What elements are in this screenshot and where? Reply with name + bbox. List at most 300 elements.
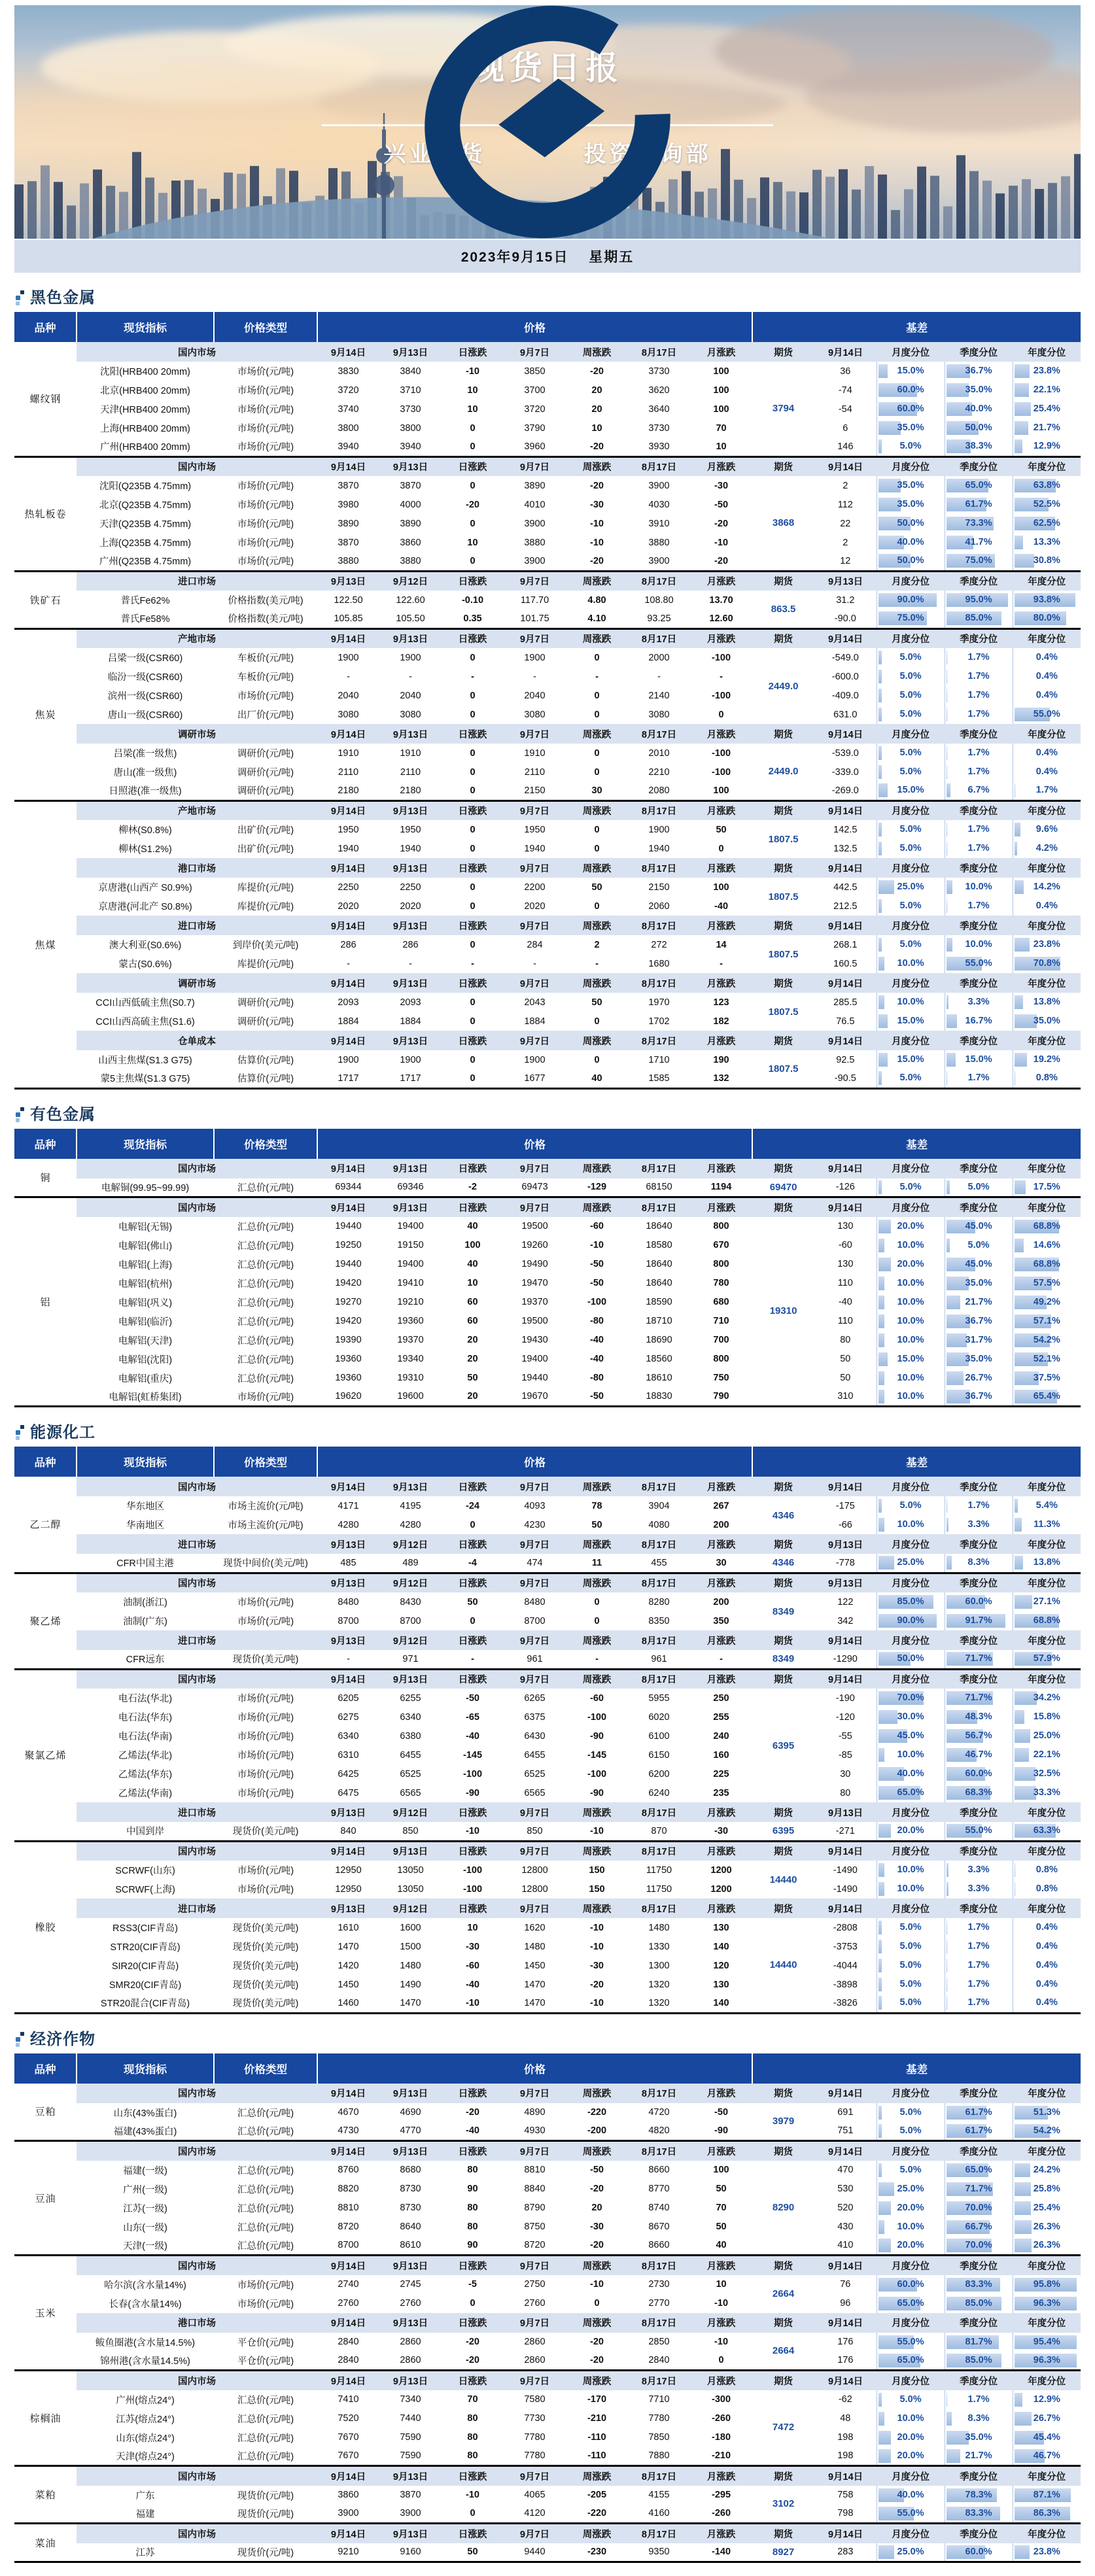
percentile-cell bbox=[945, 744, 1013, 763]
percentile-value: 20.0% bbox=[878, 1220, 943, 1233]
indicator-cell: 电解铝(佛山) bbox=[77, 1236, 214, 1255]
percentile-cell bbox=[945, 400, 1013, 419]
percentile-databar bbox=[1015, 1518, 1080, 1532]
percentile-databar bbox=[947, 1595, 1011, 1609]
price-cell: 7590 bbox=[379, 2447, 442, 2466]
price-type-cell: 汇总价(元/吨) bbox=[214, 2409, 317, 2428]
percentile-cell bbox=[877, 533, 945, 552]
percentile-value: 4.2% bbox=[1015, 842, 1080, 855]
basis-cell: -90.0 bbox=[814, 610, 877, 628]
percentile-cell bbox=[877, 2352, 945, 2371]
indicator-cell: 电解铝(重庆) bbox=[77, 1369, 214, 1388]
price-cell: 19470 bbox=[504, 1274, 566, 1293]
percentile-cell bbox=[945, 1012, 1013, 1031]
price-type-cell: 现货价(美元/吨) bbox=[214, 1937, 317, 1956]
futures-cell: 7472 bbox=[752, 2390, 814, 2466]
price-type-cell: 市场价(元/吨) bbox=[214, 1880, 317, 1898]
section-title bbox=[14, 282, 1081, 312]
price-cell: 1900 bbox=[379, 1050, 442, 1069]
percentile-value: 5.0% bbox=[947, 1239, 1011, 1252]
market-subheader-row bbox=[14, 628, 1081, 648]
percentile-value: 5.0% bbox=[878, 439, 943, 453]
basis-cell: 96 bbox=[814, 2294, 877, 2313]
market-label: 国内市场 bbox=[77, 2524, 317, 2543]
indicator-cell: 江苏(熔点24°) bbox=[77, 2409, 214, 2428]
change-cell: 40 bbox=[566, 1069, 628, 1088]
price-cell: 19440 bbox=[317, 1255, 379, 1274]
price-cell: 2730 bbox=[628, 2275, 690, 2294]
percentile-databar bbox=[947, 765, 1011, 779]
percentile-cell bbox=[877, 820, 945, 839]
basis-cell: 22 bbox=[814, 514, 877, 533]
icon-square bbox=[20, 290, 24, 294]
change-cell: 670 bbox=[690, 1236, 752, 1255]
percentile-databar bbox=[878, 1518, 943, 1532]
price-cell: 8720 bbox=[317, 2218, 379, 2237]
percentile-cell bbox=[877, 1069, 945, 1088]
market-subheader-row bbox=[14, 2256, 1081, 2275]
percentile-cell bbox=[877, 2505, 945, 2524]
price-cell: - bbox=[379, 954, 442, 973]
percentile-value: 66.7% bbox=[947, 2220, 1011, 2234]
percentile-value: 5.0% bbox=[878, 708, 943, 721]
percentile-header-cell: 月度分位 bbox=[877, 571, 945, 591]
futures-cell: 8927 bbox=[752, 2543, 814, 2562]
price-type-cell: 调研价(元/吨) bbox=[214, 1012, 317, 1031]
percentile-header-cell: 季度分位 bbox=[945, 2313, 1013, 2333]
basis-cell: 198 bbox=[814, 2447, 877, 2466]
table-row bbox=[14, 2333, 1081, 2352]
price-cell: 2020 bbox=[379, 897, 442, 916]
price-cell: 8750 bbox=[504, 2218, 566, 2237]
percentile-cell bbox=[877, 1994, 945, 2013]
price-cell: 12950 bbox=[317, 1880, 379, 1898]
futures-header-cell: 期货 bbox=[752, 1573, 814, 1592]
percentile-databar bbox=[1015, 938, 1080, 952]
price-type-cell: 市场价(元/吨) bbox=[214, 686, 317, 705]
market-label: 调研市场 bbox=[77, 973, 317, 993]
table-row bbox=[14, 878, 1081, 897]
indicator-cell: 普氏Fe58% bbox=[77, 610, 214, 628]
indicator-cell: 天津(Q235B 4.75mm) bbox=[77, 514, 214, 533]
percentile-databar bbox=[947, 1518, 1011, 1532]
percentile-databar bbox=[947, 2106, 1011, 2120]
indicator-cell: CFR中国主港 bbox=[77, 1554, 214, 1573]
futures-cell: 8290 bbox=[752, 2161, 814, 2256]
basis-cell: 160.5 bbox=[814, 954, 877, 973]
basis-cell: -190 bbox=[814, 1689, 877, 1708]
percentile-header-cell: 季度分位 bbox=[945, 1802, 1013, 1822]
price-cell: 18590 bbox=[628, 1293, 690, 1312]
percentile-databar bbox=[1015, 1071, 1080, 1085]
date-header-cell: 日涨跌 bbox=[442, 916, 504, 935]
change-cell: 1194 bbox=[690, 1178, 752, 1197]
percentile-databar bbox=[947, 1352, 1011, 1366]
percentile-databar bbox=[1015, 2278, 1080, 2292]
percentile-databar bbox=[947, 1258, 1011, 1271]
date-header-cell: 月涨跌 bbox=[690, 973, 752, 993]
futures-header-cell: 期货 bbox=[752, 858, 814, 878]
percentile-header-cell: 月度分位 bbox=[877, 724, 945, 744]
date-header-cell: 月涨跌 bbox=[690, 456, 752, 476]
price-cell: 18640 bbox=[628, 1255, 690, 1274]
percentile-cell bbox=[1013, 1726, 1081, 1745]
percentile-value: 19.2% bbox=[1015, 1053, 1080, 1067]
percentile-value: 96.3% bbox=[1015, 2297, 1080, 2310]
change-cell: 0 bbox=[442, 935, 504, 954]
col-head-price-type: 价格类型 bbox=[214, 1129, 317, 1159]
date-header-cell: 9月13日 bbox=[379, 1477, 442, 1496]
percentile-value: 35.0% bbox=[947, 1277, 1011, 1290]
date-header-cell: 月涨跌 bbox=[690, 1573, 752, 1592]
price-cell: 1600 bbox=[379, 1918, 442, 1937]
change-cell: -80 bbox=[566, 1312, 628, 1331]
date-header-cell: 月涨跌 bbox=[690, 1841, 752, 1861]
percentile-value: 85.0% bbox=[947, 2297, 1011, 2310]
percentile-databar bbox=[878, 1614, 943, 1628]
price-type-cell: 调研价(元/吨) bbox=[214, 744, 317, 763]
market-subheader-row bbox=[14, 1841, 1081, 1861]
report-date: 2023年9月15日 星期五 bbox=[14, 240, 1081, 273]
percentile-header-cell: 季度分位 bbox=[945, 724, 1013, 744]
change-cell: 0 bbox=[442, 781, 504, 800]
percentile-cell bbox=[1013, 1388, 1081, 1407]
date-header-cell: 日涨跌 bbox=[442, 1159, 504, 1178]
price-type-cell: 价格指数(美元/吨) bbox=[214, 591, 317, 610]
icon-square bbox=[16, 1436, 20, 1440]
indicator-cell: 电解铝(天津) bbox=[77, 1331, 214, 1350]
percentile-header-cell: 年度分位 bbox=[1013, 456, 1081, 476]
change-cell: -40 bbox=[442, 1975, 504, 1994]
price-type-cell: 市场价(元/吨) bbox=[214, 1726, 317, 1745]
change-cell: 10 bbox=[442, 400, 504, 419]
price-cell: 8700 bbox=[504, 1611, 566, 1630]
percentile-databar bbox=[947, 1710, 1011, 1724]
price-cell: 2180 bbox=[317, 781, 379, 800]
date-header-cell: 周涨跌 bbox=[566, 1802, 628, 1822]
change-cell: 10 bbox=[690, 438, 752, 456]
percentile-cell bbox=[877, 1611, 945, 1630]
table-row bbox=[14, 1975, 1081, 1994]
percentile-cell bbox=[877, 686, 945, 705]
percentile-cell bbox=[877, 1708, 945, 1726]
price-cell: 4120 bbox=[504, 2505, 566, 2524]
percentile-databar bbox=[947, 1180, 1011, 1194]
date-header-cell: 9月14日 bbox=[317, 2084, 379, 2103]
basis-cell: 268.1 bbox=[814, 935, 877, 954]
price-cell: 1470 bbox=[379, 1994, 442, 2013]
price-cell: 8660 bbox=[628, 2161, 690, 2180]
percentile-value: 60.0% bbox=[947, 1767, 1011, 1781]
price-cell: 2840 bbox=[628, 2352, 690, 2371]
percentile-databar bbox=[1015, 439, 1080, 453]
percentile-value: 5.0% bbox=[878, 2393, 943, 2407]
percentile-value: 0.8% bbox=[1015, 1071, 1080, 1085]
date-header-cell: 周涨跌 bbox=[566, 858, 628, 878]
table-header-row bbox=[14, 1447, 1081, 1477]
percentile-databar bbox=[1015, 1499, 1080, 1513]
basis-cell: 691 bbox=[814, 2103, 877, 2122]
change-cell: 132 bbox=[690, 1069, 752, 1088]
price-cell: 1702 bbox=[628, 1012, 690, 1031]
indicator-cell: 鲅鱼圈港(含水量14.5%) bbox=[77, 2333, 214, 2352]
price-type-cell: 市场价(元/吨) bbox=[214, 2275, 317, 2294]
price-cell: 19250 bbox=[317, 1236, 379, 1255]
percentile-cell bbox=[1013, 1331, 1081, 1350]
date-header-cell: 9月13日 bbox=[379, 724, 442, 744]
change-cell: 0 bbox=[442, 476, 504, 495]
percentile-databar bbox=[1015, 2354, 1080, 2367]
date-header-cell: 9月14日 bbox=[317, 916, 379, 935]
percentile-cell bbox=[1013, 667, 1081, 686]
percentile-value: 10.0% bbox=[878, 1314, 943, 1328]
percentile-cell bbox=[1013, 2161, 1081, 2180]
change-cell: 20 bbox=[566, 2199, 628, 2218]
date-header-cell: 9月14日 bbox=[317, 724, 379, 744]
date-header-cell: 9月13日 bbox=[379, 2466, 442, 2486]
percentile-databar bbox=[878, 2220, 943, 2234]
percentile-value: 0.4% bbox=[1015, 1959, 1080, 1972]
price-type-cell: 现货价(美元/吨) bbox=[214, 1822, 317, 1841]
percentile-value: 0.8% bbox=[1015, 1863, 1080, 1877]
price-cell: 19310 bbox=[379, 1369, 442, 1388]
percentile-databar bbox=[1015, 783, 1080, 797]
percentile-cell bbox=[945, 2428, 1013, 2447]
percentile-value: 15.0% bbox=[878, 1053, 943, 1067]
price-cell: 1910 bbox=[379, 744, 442, 763]
change-cell: 0 bbox=[442, 839, 504, 858]
table-row bbox=[14, 2275, 1081, 2294]
percentile-header-cell: 年度分位 bbox=[1013, 2466, 1081, 2486]
percentile-cell bbox=[877, 610, 945, 628]
indicator-cell: 天津(HRB400 20mm) bbox=[77, 400, 214, 419]
price-type-cell: 汇总价(元/吨) bbox=[214, 1312, 317, 1331]
percentile-databar bbox=[947, 1996, 1011, 2010]
price-cell: 6380 bbox=[379, 1726, 442, 1745]
change-cell: 60 bbox=[442, 1293, 504, 1312]
date-header-cell: 9月12日 bbox=[379, 571, 442, 591]
percentile-databar bbox=[1015, 1352, 1080, 1366]
percentile-value: 0.4% bbox=[1015, 651, 1080, 664]
market-subheader-row bbox=[14, 724, 1081, 744]
change-cell: -60 bbox=[442, 1956, 504, 1975]
market-subheader-row bbox=[14, 1159, 1081, 1178]
price-type-cell: 出厂价(元/吨) bbox=[214, 705, 317, 724]
price-cell: 3900 bbox=[504, 552, 566, 571]
price-cell: 4890 bbox=[504, 2103, 566, 2122]
change-cell: -100 bbox=[690, 744, 752, 763]
price-type-cell: 汇总价(元/吨) bbox=[214, 1274, 317, 1293]
date-header-cell: 周涨跌 bbox=[566, 1477, 628, 1496]
change-cell: -220 bbox=[566, 2505, 628, 2524]
indicator-cell: 北京(Q235B 4.75mm) bbox=[77, 495, 214, 514]
change-cell: 0 bbox=[442, 2294, 504, 2313]
percentile-value: 10.0% bbox=[878, 1277, 943, 1290]
futures-cell: 1807.5 bbox=[752, 878, 814, 916]
percentile-value: 10.0% bbox=[878, 1882, 943, 1896]
date-header-cell: 月涨跌 bbox=[690, 858, 752, 878]
change-cell: 50 bbox=[442, 2543, 504, 2562]
percentile-value: 96.3% bbox=[1015, 2354, 1080, 2367]
price-type-cell: 汇总价(元/吨) bbox=[214, 2237, 317, 2256]
percentile-databar bbox=[947, 1390, 1011, 1403]
price-cell: 3890 bbox=[317, 514, 379, 533]
price-cell: 2180 bbox=[379, 781, 442, 800]
percentile-databar bbox=[947, 517, 1011, 530]
percentile-cell bbox=[1013, 878, 1081, 897]
percentile-value: 62.5% bbox=[1015, 517, 1080, 530]
price-type-cell: 汇总价(元/吨) bbox=[214, 2218, 317, 2237]
percentile-cell bbox=[945, 1708, 1013, 1726]
percentile-cell bbox=[1013, 2390, 1081, 2409]
percentile-databar bbox=[878, 1314, 943, 1328]
percentile-databar bbox=[878, 2124, 943, 2138]
percentile-databar bbox=[1015, 536, 1080, 549]
date-header-cell: 9月7日 bbox=[504, 1197, 566, 1217]
market-label: 进口市场 bbox=[77, 1802, 317, 1822]
price-cell: 7730 bbox=[504, 2409, 566, 2428]
date-header-cell: 周涨跌 bbox=[566, 1159, 628, 1178]
price-cell: 1490 bbox=[379, 1975, 442, 1994]
price-cell: 18610 bbox=[628, 1369, 690, 1388]
price-cell: 8700 bbox=[317, 1611, 379, 1630]
price-cell: 2110 bbox=[379, 763, 442, 781]
futures-header-cell: 期货 bbox=[752, 342, 814, 362]
percentile-value: 12.9% bbox=[1015, 2393, 1080, 2407]
price-cell: 6425 bbox=[317, 1764, 379, 1783]
percentile-cell bbox=[877, 591, 945, 610]
percentile-value: 54.2% bbox=[1015, 1333, 1080, 1347]
price-cell: 19620 bbox=[317, 1388, 379, 1407]
percentile-cell bbox=[877, 2103, 945, 2122]
percentile-cell bbox=[945, 1255, 1013, 1274]
basis-cell: 751 bbox=[814, 2122, 877, 2141]
percentile-cell bbox=[945, 1745, 1013, 1764]
change-cell: -20 bbox=[566, 552, 628, 571]
price-cell: 1470 bbox=[504, 1994, 566, 2013]
change-cell: -20 bbox=[566, 438, 628, 456]
basis-date-header-cell: 9月14日 bbox=[814, 1031, 877, 1050]
percentile-databar bbox=[878, 1786, 943, 1800]
percentile-header-cell: 月度分位 bbox=[877, 1841, 945, 1861]
percentile-cell bbox=[877, 1217, 945, 1236]
price-cell: 1585 bbox=[628, 1069, 690, 1088]
basis-cell: -3753 bbox=[814, 1937, 877, 1956]
percentile-value: 1.7% bbox=[947, 842, 1011, 855]
section-icon bbox=[16, 290, 24, 307]
price-cell: 19360 bbox=[317, 1369, 379, 1388]
price-type-cell: 市场价(元/吨) bbox=[214, 438, 317, 456]
percentile-databar bbox=[1015, 1314, 1080, 1328]
date-header-cell: 8月17日 bbox=[628, 2371, 690, 2390]
percentile-header-cell: 月度分位 bbox=[877, 916, 945, 935]
percentile-value: 10.0% bbox=[878, 2220, 943, 2234]
indicator-cell: 电石法(华南) bbox=[77, 1726, 214, 1745]
change-cell: 0 bbox=[442, 763, 504, 781]
percentile-header-cell: 年度分位 bbox=[1013, 1630, 1081, 1650]
percentile-header-cell: 季度分位 bbox=[945, 2256, 1013, 2275]
percentile-databar bbox=[878, 1882, 943, 1896]
percentile-header-cell: 季度分位 bbox=[945, 1477, 1013, 1496]
percentile-value: 1.7% bbox=[947, 746, 1011, 760]
date-header-cell: 周涨跌 bbox=[566, 2256, 628, 2275]
date-header-cell: 9月7日 bbox=[504, 2313, 566, 2333]
price-cell: 8730 bbox=[379, 2180, 442, 2199]
change-cell: 0 bbox=[442, 1050, 504, 1069]
price-cell: 19400 bbox=[379, 1255, 442, 1274]
percentile-value: 75.0% bbox=[878, 611, 943, 625]
percentile-databar bbox=[1015, 1180, 1080, 1194]
percentile-databar bbox=[947, 1748, 1011, 1762]
price-cell: 2010 bbox=[628, 744, 690, 763]
percentile-databar bbox=[878, 1595, 943, 1609]
percentile-databar bbox=[1015, 1921, 1080, 1934]
date-header-cell: 8月17日 bbox=[628, 571, 690, 591]
percentile-cell bbox=[877, 1975, 945, 1994]
basis-cell: 130 bbox=[814, 1255, 877, 1274]
percentile-databar bbox=[1015, 995, 1080, 1009]
price-cell: 6455 bbox=[379, 1745, 442, 1764]
price-cell: 12800 bbox=[504, 1880, 566, 1898]
date-header-cell: 8月17日 bbox=[628, 1534, 690, 1554]
price-cell: 4820 bbox=[628, 2122, 690, 2141]
basis-cell: 470 bbox=[814, 2161, 877, 2180]
market-label: 国内市场 bbox=[77, 456, 317, 476]
change-cell: -20 bbox=[442, 495, 504, 514]
date-header-cell: 8月17日 bbox=[628, 2256, 690, 2275]
price-type-cell: 市场价(元/吨) bbox=[214, 1689, 317, 1708]
variety-cell: 菜油 bbox=[14, 2524, 77, 2562]
price-type-cell: 调研价(元/吨) bbox=[214, 993, 317, 1012]
basis-date-header-cell: 9月14日 bbox=[814, 858, 877, 878]
date-header-cell: 周涨跌 bbox=[566, 2141, 628, 2161]
variety-cell: 橡胶 bbox=[14, 1841, 77, 2013]
futures-cell: 2449.0 bbox=[752, 648, 814, 724]
percentile-value: 52.5% bbox=[1015, 498, 1080, 511]
section-title-text: 有色金属 bbox=[30, 1101, 96, 1124]
date-header-cell: 9月7日 bbox=[504, 1898, 566, 1918]
date-header-cell: 8月17日 bbox=[628, 342, 690, 362]
indicator-cell: 广州(HRB400 20mm) bbox=[77, 438, 214, 456]
change-cell: -30 bbox=[442, 1937, 504, 1956]
percentile-cell bbox=[877, 1012, 945, 1031]
price-cell: 2850 bbox=[628, 2333, 690, 2352]
percentile-databar bbox=[878, 1710, 943, 1724]
change-cell: - bbox=[442, 1650, 504, 1669]
table-row bbox=[14, 2409, 1081, 2428]
market-subheader-row bbox=[14, 858, 1081, 878]
percentile-cell bbox=[945, 1994, 1013, 2013]
indicator-cell: 天津(熔点24°) bbox=[77, 2447, 214, 2466]
price-cell: 18640 bbox=[628, 1217, 690, 1236]
indicator-cell: 柳林(S1.2%) bbox=[77, 839, 214, 858]
futures-cell: 2664 bbox=[752, 2333, 814, 2371]
price-cell: 2040 bbox=[504, 686, 566, 705]
change-cell: -40 bbox=[690, 897, 752, 916]
price-cell: 272 bbox=[628, 935, 690, 954]
price-cell: 8610 bbox=[379, 2237, 442, 2256]
basis-date-header-cell: 9月14日 bbox=[814, 916, 877, 935]
change-cell: -50 bbox=[566, 1255, 628, 1274]
icon-square bbox=[16, 296, 20, 300]
percentile-value: 1.7% bbox=[947, 1071, 1011, 1085]
price-type-cell: 汇总价(元/吨) bbox=[214, 1293, 317, 1312]
price-cell: 19400 bbox=[379, 1217, 442, 1236]
date-header-cell: 9月7日 bbox=[504, 1477, 566, 1496]
price-cell: 1940 bbox=[379, 839, 442, 858]
change-cell: -100 bbox=[442, 1880, 504, 1898]
price-cell: 1480 bbox=[628, 1918, 690, 1937]
